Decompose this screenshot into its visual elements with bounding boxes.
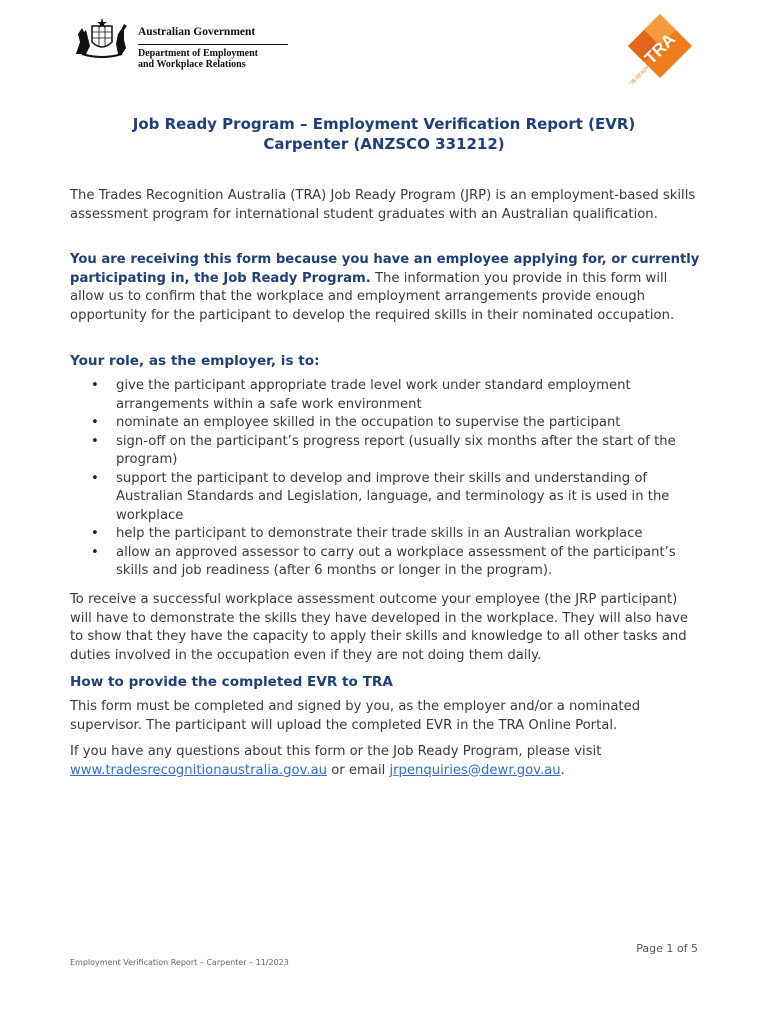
gov-dept-line1: Department of Employment [138,48,258,59]
receiving-rest-text: The information you provide in this form will allow us to confirm that the workplace and employment arrangements provide enough opportunity for the participant to develop the required skills in their nominated occupation. [70,270,675,323]
email-link[interactable]: jrpenquiries@dewr.gov.au [389,762,561,778]
receiving-bold-text: You are receiving this form because you have an employee applying for, or currently participating in, the Job Ready Program. [70,252,700,286]
gov-title: Australian Government [138,26,256,38]
role-heading: Your role, as the employer, is to: [70,353,320,369]
tra-diamond-icon [620,12,702,84]
document-title: Job Ready Program – Employment Verification Report (EVR) [132,115,636,133]
list-item: • support the participant to develop and improve their skills and understanding of Australian Standards and Legislation, language, and terminology as it is used in the workplace [70,470,700,526]
intro-paragraph: The Trades Recognition Australia (TRA) Job Ready Program (JRP) is an employment-based skills assessment program for international student graduates with an Australian qualification. [70,188,696,222]
questions-paragraph [70,743,700,780]
assessment-paragraph: To receive a successful workplace assessment outcome your employee (the JRP participant) will have to demonstrate the skills they have developed in the workplace. They will also have to show that they have the capacity to apply their skills and knowledge to all other tasks and duties involved in the occupation even if they are not doing them daily. [70,592,689,663]
provide-heading: How to provide the completed EVR to TRA [70,674,393,690]
tra-logo [620,12,702,84]
list-item: • give the participant appropriate trade level work under standard employment arrangements within a safe work environment [70,377,700,414]
footer-text: Employment Verification Report – Carpenter – 11/2023 [70,958,289,967]
provide-paragraph: This form must be completed and signed by you, as the employer and/or a nominated supervisor. The participant will upload the completed EVR in the TRA Online Portal. [70,699,641,733]
website-link[interactable]: www.tradesrecognitionaustralia.gov.au [70,762,328,778]
document-subtitle: Carpenter (ANZSCO 331212) [263,135,505,153]
page-number: Page 1 of 5 [636,942,698,955]
questions-middle-text: or email [327,762,390,778]
questions-end-text: . [560,762,565,778]
list-item: • allow an approved assessor to carry out a workplace assessment of the participant’s skills and job readiness (after 6 months or longer in the program). [70,544,700,581]
australian-government-logo [72,16,292,70]
role-list [70,377,700,581]
receiving-paragraph [70,251,700,325]
tra-side-text: JOB READY [626,64,651,84]
tra-logo-text: TRA [640,29,680,68]
gov-dept-line2: and Workplace Relations [138,59,246,70]
list-item: • nominate an employee skilled in the occupation to supervise the participant [70,414,700,433]
list-item: • sign-off on the participant’s progress report (usually six months after the start of the program) [70,433,700,470]
coat-of-arms-icon [72,16,132,58]
questions-text: If you have any questions about this form or the Job Ready Program, please visit [70,744,602,759]
list-item: • help the participant to demonstrate their trade skills in an Australian workplace [70,525,700,544]
